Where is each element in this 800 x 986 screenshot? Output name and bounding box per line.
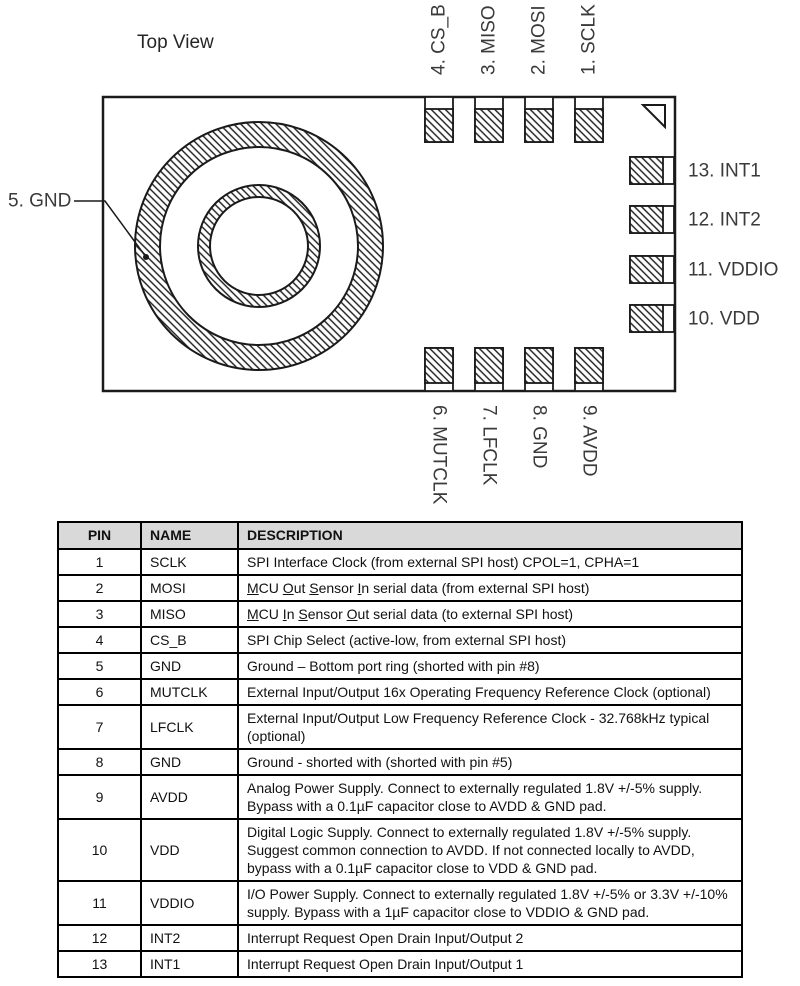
pad-pin1 xyxy=(575,97,603,142)
name-cell: MISO xyxy=(141,601,238,627)
diagram-title: Top View xyxy=(137,32,214,53)
header-description: DESCRIPTION xyxy=(238,522,742,549)
pin-label-10-vdd: 10. VDD xyxy=(688,308,760,330)
name-cell: VDDIO xyxy=(141,881,238,925)
pin-cell: 4 xyxy=(58,627,141,653)
description-cell: Interrupt Request Open Drain Input/Output 2 xyxy=(238,925,742,951)
pad-pin4 xyxy=(425,97,453,142)
description-cell: External Input/Output 16x Operating Frequency Reference Clock (optional) xyxy=(238,679,742,705)
pin-cell: 5 xyxy=(58,653,141,679)
name-cell: GND xyxy=(141,653,238,679)
table-row xyxy=(58,775,742,819)
pad-pin3 xyxy=(475,97,503,142)
table-row xyxy=(58,819,742,881)
pin-cell: 6 xyxy=(58,679,141,705)
table-row xyxy=(58,601,742,627)
pin-label-6-mutclk: 6. MUTCLK xyxy=(428,405,450,505)
name-cell: AVDD xyxy=(141,775,238,819)
description-cell: External Input/Output Low Frequency Reference Clock - 32.768kHz typical (optional) xyxy=(238,705,742,749)
pin-cell: 11 xyxy=(58,881,141,925)
pad-pin9 xyxy=(575,348,603,391)
pin-label-7-lfclk: 7. LFCLK xyxy=(478,405,500,486)
pin-cell: 13 xyxy=(58,951,141,977)
table-row xyxy=(58,951,742,977)
description-cell: Digital Logic Supply. Connect to externally regulated 1.8V +/-5% supply. Suggest common connection to AVDD. If not connected locally to AVDD, bypass with a 0.1µF capacitor close to VDD & GND pad. xyxy=(238,819,742,881)
description-cell: Ground - shorted with (shorted with pin #5) xyxy=(238,749,742,775)
description-cell: SPI Interface Clock (from external SPI host) CPOL=1, CPHA=1 xyxy=(238,549,742,575)
table-row xyxy=(58,881,742,925)
pin-cell: 7 xyxy=(58,705,141,749)
description-cell: I/O Power Supply. Connect to externally regulated 1.8V +/-5% or 3.3V +/-10% supply. Bypass with a 1µF capacitor close to VDDIO & GND pad. xyxy=(238,881,742,925)
pin-label-2-mosi: 2. MOSI xyxy=(528,5,550,75)
pad-pin13 xyxy=(630,157,674,184)
pin-cell: 10 xyxy=(58,819,141,881)
pin-cell: 8 xyxy=(58,749,141,775)
header-name: NAME xyxy=(141,522,238,549)
table-row xyxy=(58,653,742,679)
pad-pin11 xyxy=(630,256,674,283)
pad-pin8 xyxy=(525,348,553,391)
table-row xyxy=(58,925,742,951)
table-header-row xyxy=(58,522,742,549)
name-cell: VDD xyxy=(141,819,238,881)
pad-pin2 xyxy=(525,97,553,142)
table-row xyxy=(58,627,742,653)
pin-cell: 9 xyxy=(58,775,141,819)
name-cell: INT1 xyxy=(141,951,238,977)
description-cell: Ground – Bottom port ring (shorted with pin #8) xyxy=(238,653,742,679)
description-cell: SPI Chip Select (active-low, from external SPI host) xyxy=(238,627,742,653)
description-cell: MCU Out Sensor In serial data (from external SPI host) xyxy=(238,575,742,601)
pin-label-1-sclk: 1. SCLK xyxy=(578,4,600,75)
description-cell: Interrupt Request Open Drain Input/Output 1 xyxy=(238,951,742,977)
pin-label-3-miso: 3. MISO xyxy=(478,5,500,75)
pin-label-4-csb: 4. CS_B xyxy=(428,4,450,75)
pad-pin6 xyxy=(425,348,453,391)
table-row xyxy=(58,575,742,601)
pin-label-8-gnd: 8. GND xyxy=(528,405,550,469)
name-cell: CS_B xyxy=(141,627,238,653)
pin-label-12-int2: 12. INT2 xyxy=(688,209,761,231)
table-row xyxy=(58,749,742,775)
pad-pin12 xyxy=(630,206,674,233)
name-cell: SCLK xyxy=(141,549,238,575)
name-cell: MUTCLK xyxy=(141,679,238,705)
pin-label-11-vddio: 11. VDDIO xyxy=(688,259,779,281)
table-row xyxy=(58,705,742,749)
name-cell: GND xyxy=(141,749,238,775)
name-cell: LFCLK xyxy=(141,705,238,749)
pad-pin10 xyxy=(630,305,674,332)
pad-pin7 xyxy=(475,348,503,391)
table-row xyxy=(58,549,742,575)
description-cell: MCU In Sensor Out serial data (to external SPI host) xyxy=(238,601,742,627)
table-row xyxy=(58,679,742,705)
pin-label-13-int1: 13. INT1 xyxy=(688,160,761,182)
header-pin: PIN xyxy=(58,522,141,549)
pin-cell: 12 xyxy=(58,925,141,951)
description-cell: Analog Power Supply. Connect to externally regulated 1.8V +/-5% supply. Bypass with a 0.1µF capacitor close to AVDD & GND pad. xyxy=(238,775,742,819)
pin-cell: 2 xyxy=(58,575,141,601)
name-cell: INT2 xyxy=(141,925,238,951)
pin-label-9-avdd: 9. AVDD xyxy=(578,405,600,477)
name-cell: MOSI xyxy=(141,575,238,601)
pin-cell: 3 xyxy=(58,601,141,627)
pin-cell: 1 xyxy=(58,549,141,575)
pinout-table xyxy=(57,521,743,978)
pin-label-5-gnd: 5. GND xyxy=(8,190,72,212)
